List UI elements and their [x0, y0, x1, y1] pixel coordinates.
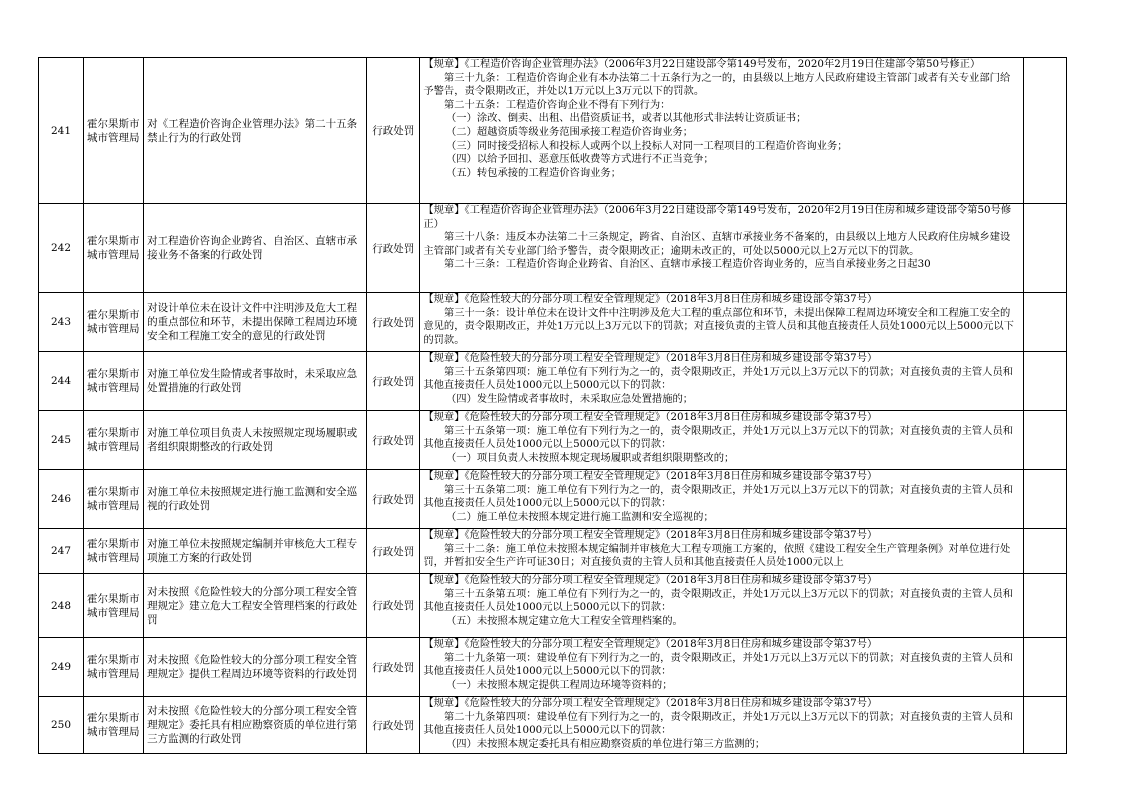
penalty-type-cell: 行政处罚 — [367, 58, 420, 204]
penalty-type-cell: 行政处罚 — [367, 529, 420, 574]
row-number: 249 — [39, 638, 84, 697]
clause-paragraph: 第二十九条第四项：建设单位有下列行为之一的，责令限期改正，并处1万元以上3万元以下的罚款；对直接负责的主管人员和其他直接责任人员处1000元以上5000元以下的罚款： — [423, 710, 1014, 737]
clause-paragraph: 第二十三条：工程造价咨询企业跨省、自治区、直辖市承接工程造价咨询业务的，应当自承接业务之日起30 — [443, 258, 931, 271]
table-row — [39, 411, 1067, 470]
department-cell: 霍尔果斯市城市管理局 — [84, 638, 144, 697]
penalty-table — [38, 57, 1067, 754]
department-cell: 霍尔果斯市城市管理局 — [84, 529, 144, 574]
legal-basis-text — [420, 697, 1023, 752]
clause-paragraph: 第三十五条第一项：施工单位有下列行为之一的，责令限期改正，并处1万元以上3万元以下的罚款；对直接负责的主管人员和其他直接责任人员处1000元以上5000元以下的罚款： — [423, 424, 1014, 451]
regulation-citation: 【规章】《危险性较大的分部分项工程安全管理规定》（2018年3月8日住房和城乡建设部令第37号） — [423, 638, 878, 650]
clause-paragraph: （四）未按照本规定委托具有相应勘察资质的单位进行第三方监测的； — [445, 737, 766, 750]
table-row — [39, 204, 1067, 293]
clause-paragraph: 第三十五条第二项：施工单位有下列行为之一的，责令限期改正，并处1万元以上3万元以下的罚款；对直接负责的主管人员和其他直接责任人员处1000元以上5000元以下的罚款： — [423, 483, 1014, 510]
penalty-type-cell: 行政处罚 — [367, 638, 420, 697]
regulation-citation: 【规章】《工程造价咨询企业管理办法》（2006年3月22日建设部令第149号发布，2020年2月19日住建部令第50号修正） — [423, 58, 981, 70]
clause-paragraph: 第三十五条第四项：施工单位有下列行为之一的，责令限期改正，并处1万元以上3万元以下的罚款；对直接负责的主管人员和其他直接责任人员处1000元以上5000元以下的罚款： — [423, 365, 1014, 392]
clause-paragraph: （三）同时接受招标人和投标人或两个以上投标人对同一工程项目的工程造价咨询业务； — [445, 139, 848, 152]
table-row — [39, 470, 1067, 529]
clause-paragraph: （五）未按照本规定建立危大工程安全管理档案的。 — [445, 614, 683, 627]
department-cell: 霍尔果斯市城市管理局 — [84, 697, 144, 754]
remarks-cell — [1023, 352, 1066, 411]
department-cell: 霍尔果斯市城市管理局 — [84, 352, 144, 411]
department-cell: 霍尔果斯市城市管理局 — [84, 470, 144, 529]
legal-basis-cell — [420, 411, 1024, 470]
clause-paragraph: 第三十九条：工程造价咨询企业有本办法第二十五条行为之一的，由县级以上地方人民政府建设主管部门或者有关专业部门给予警告，责令限期改正，并处以1万元以上3万元以下的罚款。 — [423, 71, 1011, 98]
row-number: 250 — [39, 697, 84, 754]
legal-basis-text — [420, 574, 1023, 636]
penalty-item-cell: 对未按照《危险性较大的分部分项工程安全管理规定》委托具有相应勘察资质的单位进行第三方监测的行政处罚 — [144, 697, 367, 754]
penalty-item-cell: 对工程造价咨询企业跨省、自治区、直辖市承接业务不备案的行政处罚 — [144, 204, 367, 293]
legal-basis-cell — [420, 638, 1024, 697]
department-cell: 霍尔果斯市城市管理局 — [84, 293, 144, 352]
regulation-citation: 【规章】《危险性较大的分部分项工程安全管理规定》（2018年3月8日住房和城乡建设部令第37号） — [423, 411, 878, 423]
penalty-item-cell: 对施工单位项目负责人未按照规定现场履职或者组织限期整改的行政处罚 — [144, 411, 367, 470]
legal-basis-cell — [420, 470, 1024, 529]
remarks-cell — [1023, 470, 1066, 529]
table-row — [39, 697, 1067, 754]
legal-basis-cell — [420, 697, 1024, 754]
legal-basis-cell — [420, 529, 1024, 574]
legal-basis-text — [420, 352, 1023, 409]
clause-paragraph: 第二十九条第一项：建设单位有下列行为之一的，责令限期改正，并处1万元以上3万元以下的罚款；对直接负责的主管人员和其他直接责任人员处1000元以上5000元以下的罚款： — [423, 651, 1014, 678]
legal-basis-text — [420, 58, 1023, 202]
regulation-citation: 【规章】《危险性较大的分部分项工程安全管理规定》（2018年3月8日住房和城乡建设部令第37号） — [423, 697, 878, 709]
row-number: 245 — [39, 411, 84, 470]
regulation-citation: 【规章】《危险性较大的分部分项工程安全管理规定》（2018年3月8日住房和城乡建设部令第37号） — [423, 293, 878, 305]
penalty-item-cell: 对未按照《危险性较大的分部分项工程安全管理规定》建立危大工程安全管理档案的行政处罚 — [144, 574, 367, 638]
penalty-type-cell: 行政处罚 — [367, 204, 420, 293]
table-row — [39, 529, 1067, 574]
row-number: 244 — [39, 352, 84, 411]
remarks-cell — [1023, 638, 1066, 697]
row-number: 248 — [39, 574, 84, 638]
row-number: 247 — [39, 529, 84, 574]
remarks-cell — [1023, 529, 1066, 574]
clause-paragraph: （五）转包承接的工程造价咨询业务； — [445, 166, 622, 179]
clause-paragraph: （四）以给予回扣、恶意压低收费等方式进行不正当竞争； — [445, 153, 714, 166]
legal-basis-text — [420, 470, 1023, 527]
penalty-type-cell: 行政处罚 — [367, 293, 420, 352]
remarks-cell — [1023, 574, 1066, 638]
regulation-citation: 【规章】《危险性较大的分部分项工程安全管理规定》（2018年3月8日住房和城乡建设部令第37号） — [423, 574, 878, 586]
table-row — [39, 293, 1067, 352]
clause-paragraph: 第二十五条：工程造价咨询企业不得有下列行为： — [443, 98, 671, 111]
penalty-item-cell: 对施工单位未按照规定编制并审核危大工程专项施工方案的行政处罚 — [144, 529, 367, 574]
clause-paragraph: （二）施工单位未按照本规定进行施工监测和安全巡视的； — [445, 510, 714, 523]
clause-paragraph: （一）未按照本规定提供工程周边环境等资料的； — [445, 678, 673, 691]
legal-basis-cell — [420, 293, 1024, 352]
remarks-cell — [1023, 58, 1066, 204]
legal-basis-text — [420, 293, 1023, 350]
penalty-item-cell: 对设计单位未在设计文件中注明涉及危大工程的重点部位和环节，未提出保障工程周边环境安全和工程施工安全的意见的行政处罚 — [144, 293, 367, 352]
clause-paragraph: （一）涂改、倒卖、出租、出借资质证书，或者以其他形式非法转让资质证书； — [445, 112, 807, 125]
clause-paragraph: 第三十五条第五项：施工单位有下列行为之一的，责令限期改正，并处1万元以上3万元以下的罚款；对直接负责的主管人员和其他直接责任人员处1000元以上5000元以下的罚款： — [423, 587, 1014, 614]
remarks-cell — [1023, 697, 1066, 754]
row-number: 242 — [39, 204, 84, 293]
penalty-table-body — [39, 58, 1067, 754]
table-row — [39, 352, 1067, 411]
legal-basis-cell — [420, 574, 1024, 638]
penalty-type-cell: 行政处罚 — [367, 697, 420, 754]
clause-paragraph: 第三十八条：违反本办法第二十三条规定，跨省、自治区、直辖市承接业务不备案的，由县级以上地方人民政府住房城乡建设主管部门或者有关专业部门给予警告，责令限期改正；逾期未改正的，可处以5000元以上2万元以下的罚款。 — [423, 231, 1011, 257]
penalty-item-cell: 对《工程造价咨询企业管理办法》第二十五条禁止行为的行政处罚 — [144, 58, 367, 204]
legal-basis-text — [420, 638, 1023, 695]
legal-basis-cell — [420, 58, 1024, 204]
legal-basis-text — [420, 204, 1023, 291]
row-number: 241 — [39, 58, 84, 204]
penalty-item-cell: 对施工单位未按照规定进行施工监测和安全巡视的行政处罚 — [144, 470, 367, 529]
legal-basis-cell — [420, 352, 1024, 411]
remarks-cell — [1023, 293, 1066, 352]
department-cell: 霍尔果斯市城市管理局 — [84, 574, 144, 638]
penalty-item-cell: 对未按照《危险性较大的分部分项工程安全管理规定》提供工程周边环境等资料的行政处罚 — [144, 638, 367, 697]
regulation-citation: 【规章】《工程造价咨询企业管理办法》（2006年3月22日建设部令第149号发布，2020年2月19日住房和城乡建设部令第50号修正） — [423, 204, 1012, 230]
department-cell: 霍尔果斯市城市管理局 — [84, 204, 144, 293]
penalty-type-cell: 行政处罚 — [367, 352, 420, 411]
penalty-type-cell: 行政处罚 — [367, 470, 420, 529]
regulation-citation: 【规章】《危险性较大的分部分项工程安全管理规定》（2018年3月8日住房和城乡建设部令第37号） — [423, 529, 878, 541]
regulation-citation: 【规章】《危险性较大的分部分项工程安全管理规定》（2018年3月8日住房和城乡建设部令第37号） — [423, 352, 878, 364]
row-number: 246 — [39, 470, 84, 529]
penalty-type-cell: 行政处罚 — [367, 574, 420, 638]
regulation-citation: 【规章】《危险性较大的分部分项工程安全管理规定》（2018年3月8日住房和城乡建设部令第37号） — [423, 470, 878, 482]
clause-paragraph: （一）项目负责人未按照本规定现场履职或者组织限期整改的； — [445, 451, 735, 464]
remarks-cell — [1023, 204, 1066, 293]
clause-paragraph: 第三十一条：设计单位未在设计文件中注明涉及危大工程的重点部位和环节，未提出保障工程周边环境安全和工程施工安全的意见的，责令限期改正，并处1万元以上3万元以下的罚款；对直接负责的主管人员和其他直接责任人员处1000元以上5000元以下的罚款。 — [423, 306, 1014, 346]
table-row — [39, 58, 1067, 204]
penalty-type-cell: 行政处罚 — [367, 411, 420, 470]
row-number: 243 — [39, 293, 84, 352]
table-row — [39, 638, 1067, 697]
department-cell: 霍尔果斯市城市管理局 — [84, 58, 144, 204]
penalty-list-sheet — [38, 57, 1067, 750]
legal-basis-text — [420, 529, 1023, 572]
department-cell: 霍尔果斯市城市管理局 — [84, 411, 144, 470]
table-row — [39, 574, 1067, 638]
legal-basis-text — [420, 411, 1023, 468]
clause-paragraph: （二）超越资质等级业务范围承接工程造价咨询业务； — [445, 125, 694, 138]
clause-paragraph: （四）发生险情或者事故时，未采取应急处置措施的； — [445, 392, 694, 405]
legal-basis-cell — [420, 204, 1024, 293]
remarks-cell — [1023, 411, 1066, 470]
penalty-item-cell: 对施工单位发生险情或者事故时，未采取应急处置措施的行政处罚 — [144, 352, 367, 411]
clause-paragraph: 第三十二条：施工单位未按照本规定编制并审核危大工程专项施工方案的，依照《建设工程安全生产管理条例》对单位进行处罚，并暂扣安全生产许可证30日；对直接负责的主管人员和其他直接责任人员处1000元以上 — [423, 542, 1011, 569]
